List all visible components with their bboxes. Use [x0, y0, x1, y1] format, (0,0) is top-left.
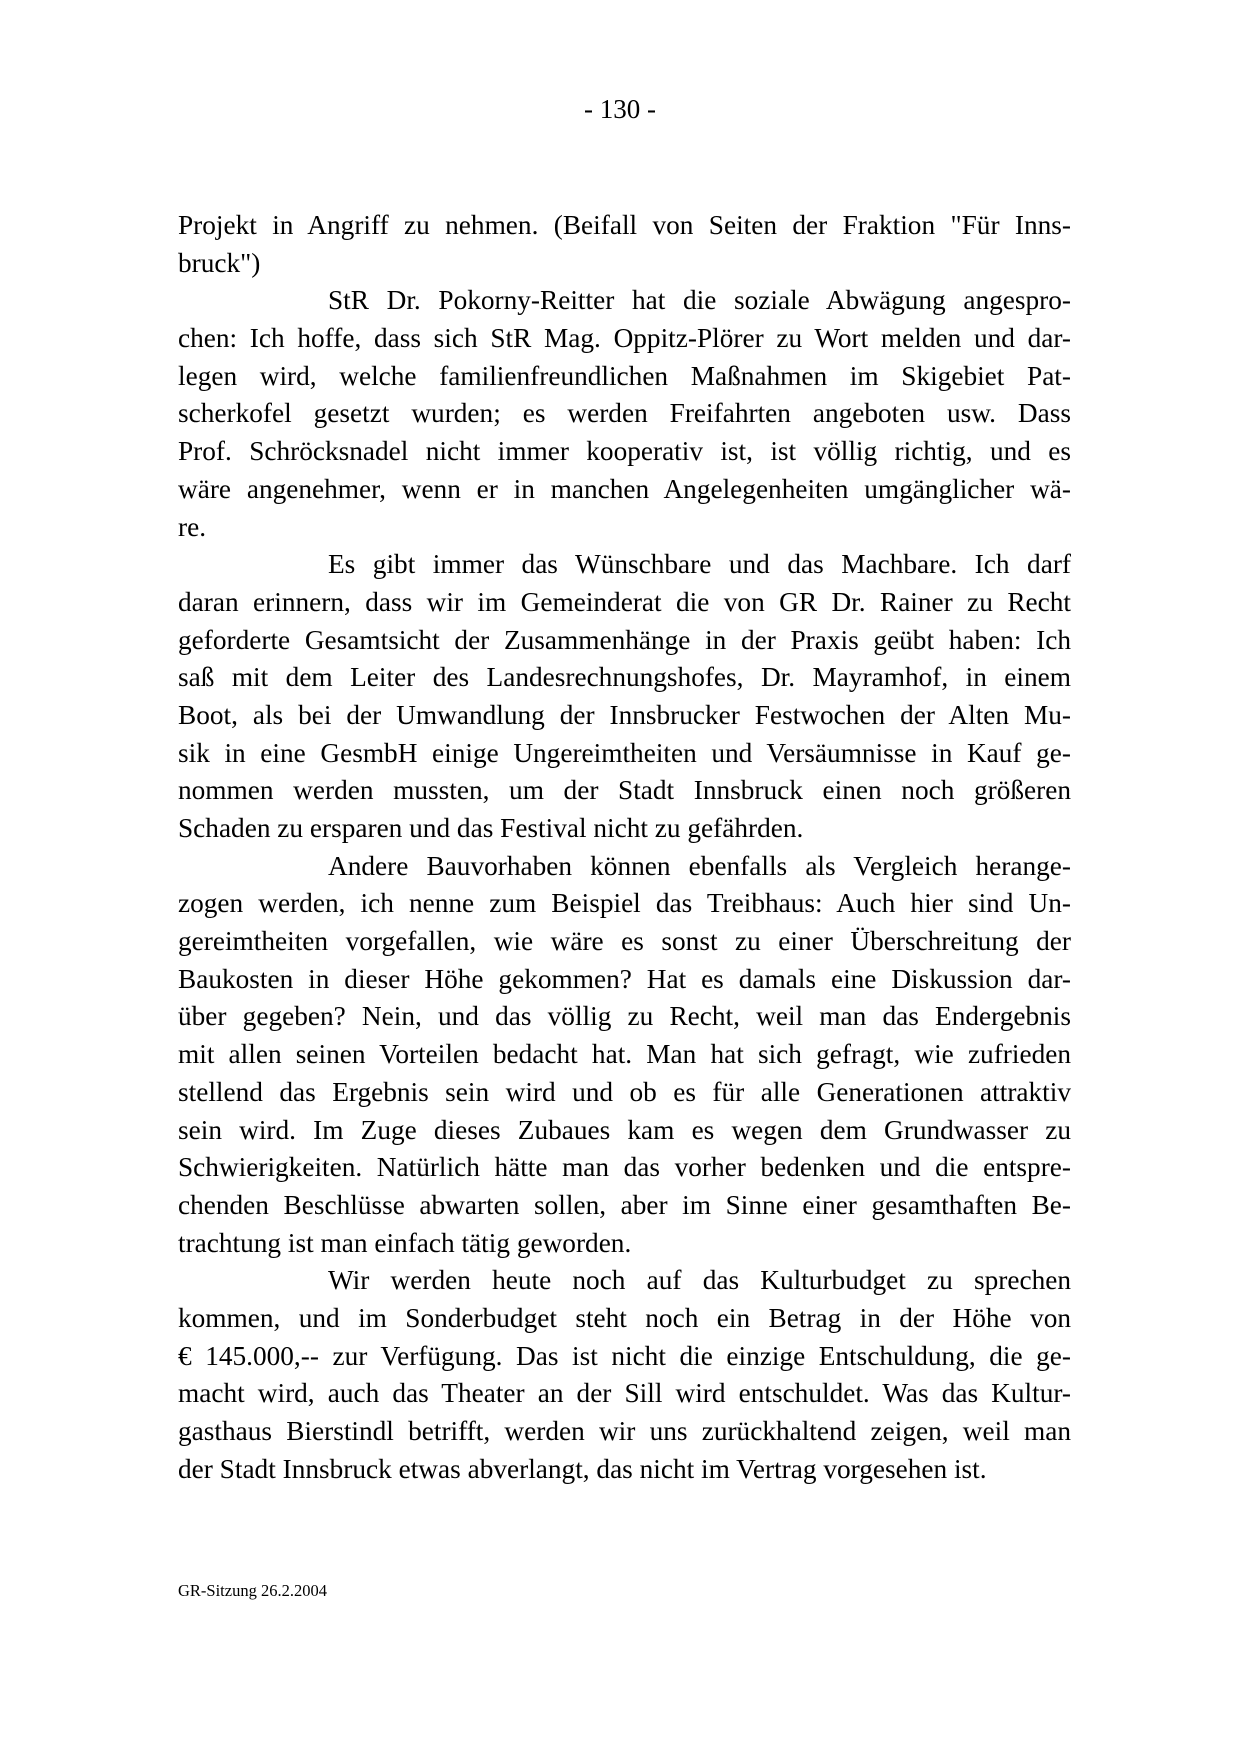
- text-line: wäre angenehmer, wenn er in manchen Angelegenheiten umgänglicher wä-: [178, 473, 1071, 504]
- text-line: stellend das Ergebnis sein wird und ob es für alle Generationen attraktiv: [178, 1076, 1071, 1107]
- text-line: mit allen seinen Vorteilen bedacht hat. Man hat sich gefragt, wie zufrieden: [178, 1039, 1071, 1070]
- text-line: der Stadt Innsbruck etwas abverlangt, das nicht im Vertrag vorgesehen ist.: [178, 1453, 987, 1484]
- text-line: Projekt in Angriff zu nehmen. (Beifall von Seiten der Fraktion "Für Inns-: [178, 210, 1071, 240]
- text-line: StR Dr. Pokorny-Reitter hat die soziale Abwägung angespro-: [328, 285, 1071, 316]
- text-line: daran erinnern, dass wir im Gemeinderat die von GR Dr. Rainer zu Recht: [178, 586, 1071, 617]
- text-line: saß mit dem Leiter des Landesrechnungshofes, Dr. Mayramhof, in einem: [178, 662, 1071, 693]
- text-line: geforderte Gesamtsicht der Zusammenhänge in der Praxis geübt haben: Ich: [178, 624, 1071, 655]
- page-number: - 130 -: [584, 94, 656, 124]
- text-line: chen: Ich hoffe, dass sich StR Mag. Oppitz-Plörer zu Wort melden und dar-: [178, 323, 1071, 354]
- text-line: Boot, als bei der Umwandlung der Innsbrucker Festwochen der Alten Mu-: [178, 699, 1071, 730]
- text-line: Schaden zu ersparen und das Festival nicht zu gefährden.: [178, 813, 804, 843]
- text-line: Schwierigkeiten. Natürlich hätte man das vorher bedenken und die entspre-: [178, 1152, 1071, 1183]
- text-line: trachtung ist man einfach tätig geworden.: [178, 1227, 632, 1258]
- text-line: zogen werden, ich nenne zum Beispiel das Treibhaus: Auch hier sind Un-: [178, 888, 1071, 919]
- text-line: chenden Beschlüsse abwarten sollen, aber im Sinne einer gesamthaften Be-: [178, 1189, 1071, 1220]
- text-line: Baukosten in dieser Höhe gekommen? Hat es damals eine Diskussion dar-: [178, 963, 1071, 994]
- text-line: Es gibt immer das Wünschbare und das Machbare. Ich darf: [328, 549, 1071, 580]
- text-line: sik in eine GesmbH einige Ungereimtheiten und Versäumnisse in Kauf ge-: [178, 737, 1071, 768]
- text-line: re.: [178, 511, 207, 542]
- text-line: kommen, und im Sonderbudget steht noch ein Betrag in der Höhe von: [178, 1302, 1071, 1333]
- text-line: € 145.000,-- zur Verfügung. Das ist nicht die einzige Entschuldung, die ge-: [178, 1340, 1071, 1371]
- text-line: nommen werden mussten, um der Stadt Innsbruck einen noch größeren: [178, 775, 1071, 806]
- text-line: scherkofel gesetzt wurden; es werden Freifahrten angeboten usw. Dass: [178, 398, 1071, 429]
- text-line: bruck"): [178, 247, 261, 278]
- text-line: Wir werden heute noch auf das Kulturbudget zu sprechen: [328, 1265, 1071, 1296]
- text-line: gereimtheiten vorgefallen, wie wäre es sonst zu einer Überschreitung der: [178, 926, 1071, 957]
- text-line: sein wird. Im Zuge dieses Zubaues kam es wegen dem Grundwasser zu: [178, 1114, 1071, 1145]
- text-line: über gegeben? Nein, und das völlig zu Recht, weil man das Endergebnis: [178, 1001, 1071, 1032]
- body-text: [178, 207, 1071, 1488]
- text-line: Prof. Schröcksnadel nicht immer kooperativ ist, ist völlig richtig, und es: [178, 436, 1071, 467]
- text-line: gasthaus Bierstindl betrifft, werden wir uns zurückhaltend zeigen, weil man: [178, 1416, 1071, 1446]
- text-line: Andere Bauvorhaben können ebenfalls als Vergleich herange-: [328, 850, 1071, 881]
- text-line: macht wird, auch das Theater an der Sill wird entschuldet. Was das Kultur-: [178, 1378, 1071, 1409]
- footer-session-date: GR-Sitzung 26.2.2004: [178, 1581, 327, 1600]
- text-line: legen wird, welche familienfreundlichen Maßnahmen im Skigebiet Pat-: [178, 360, 1071, 391]
